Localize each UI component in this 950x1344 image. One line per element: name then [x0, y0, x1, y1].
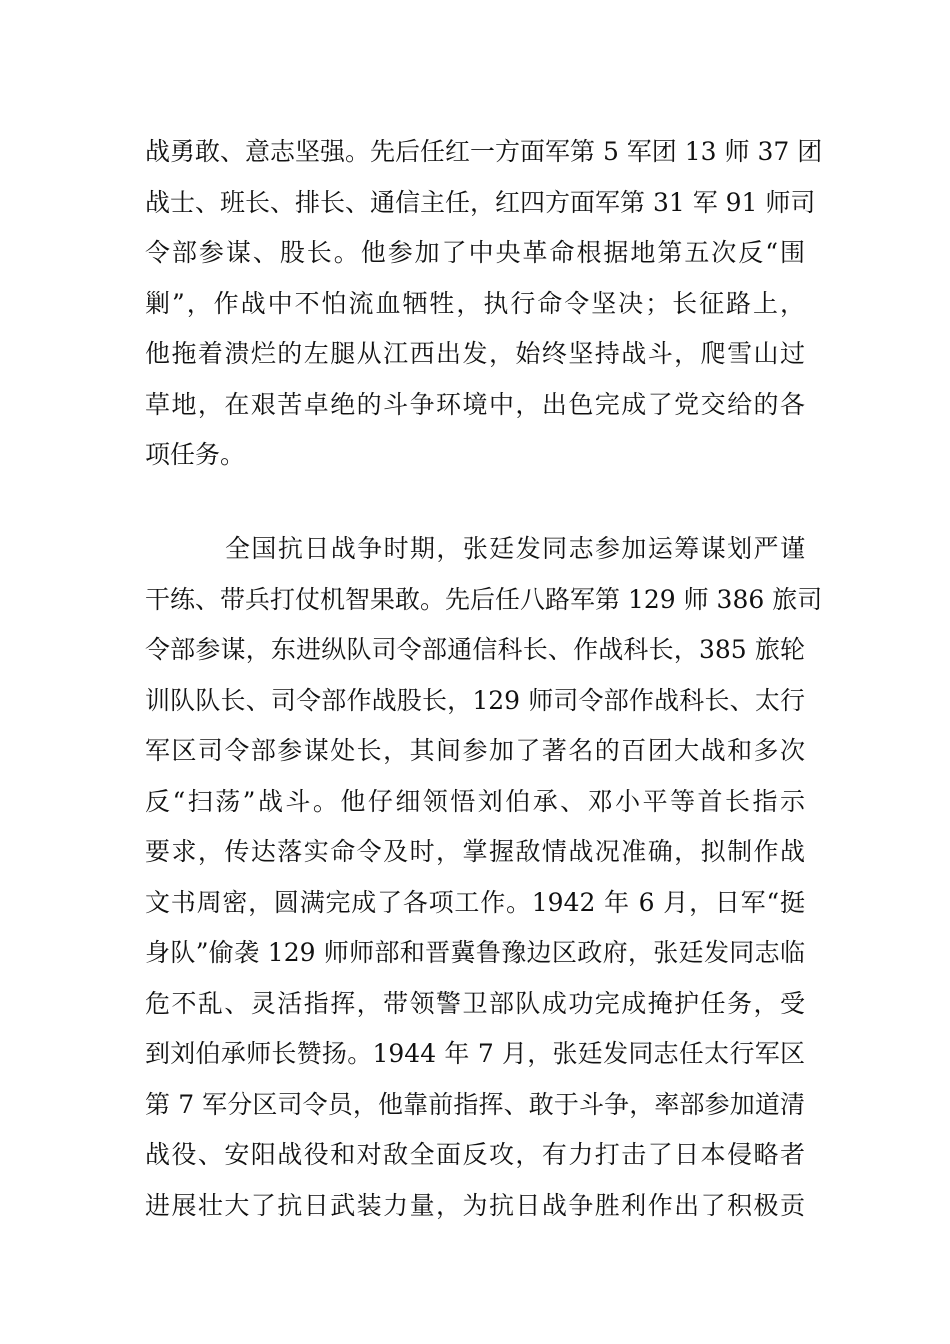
text-line: 令部参谋、股长。他参加了中央革命根据地第五次反“围	[145, 238, 805, 267]
text-line: 训队队长、司令部作战股长，129 师司令部作战科长、太行	[145, 685, 805, 715]
text-line: 危不乱、灵活指挥，带领警卫部队成功完成掩护任务，受	[145, 988, 805, 1018]
text-line: 进展壮大了抗日武装力量，为抗日战争胜利作出了积极贡	[145, 1190, 805, 1220]
text-line: 令部参谋，东进纵队司令部通信科长、作战科长，385 旅轮	[145, 635, 805, 664]
text-line: 到刘伯承师长赞扬。1944 年 7 月，张廷发同志任太行军区	[145, 1039, 805, 1068]
text-line: 战役、安阳战役和对敌全面反攻，有力打击了日本侵略者	[145, 1140, 805, 1169]
paragraph-1	[145, 127, 823, 481]
text-line: 他拖着溃烂的左腿从江西出发，始终坚持战斗，爬雪山过	[145, 339, 805, 368]
text-line: 全国抗日战争时期，张廷发同志参加运筹谋划严谨	[225, 534, 805, 563]
text-line: 战士、班长、排长、通信主任，红四方面军第 31 军 91 师司	[145, 187, 816, 217]
text-line: 第 7 军分区司令员，他靠前指挥、敢于斗争，率部参加道清	[145, 1089, 805, 1119]
text-line: 军区司令部参谋处长，其间参加了著名的百团大战和多次	[145, 736, 805, 765]
text-line: 干练、带兵打仗机智果敢。先后任八路军第 129 师 386 旅司	[145, 584, 823, 614]
text-line: 文书周密，圆满完成了各项工作。1942 年 6 月，日军“挺	[145, 887, 805, 917]
text-line: 要求，传达落实命令及时，掌握敌情战况准确，拟制作战	[145, 837, 805, 866]
text-line: 草地，在艰苦卓绝的斗争环境中，出色完成了党交给的各	[145, 389, 805, 419]
text-line: 剿”，作战中不怕流血牺牲，执行命令坚决；长征路上，	[145, 288, 805, 318]
text-line: 项任务。	[145, 440, 246, 469]
paragraph-2	[145, 524, 823, 1231]
text-line: 反“扫荡”战斗。他仔细领悟刘伯承、邓小平等首长指示	[145, 786, 805, 816]
text-line: 战勇敢、意志坚强。先后任红一方面军第 5 军团 13 师 37 团	[145, 137, 823, 166]
text-line: 身队”偷袭 129 师师部和晋冀鲁豫边区政府，张廷发同志临	[145, 938, 805, 967]
